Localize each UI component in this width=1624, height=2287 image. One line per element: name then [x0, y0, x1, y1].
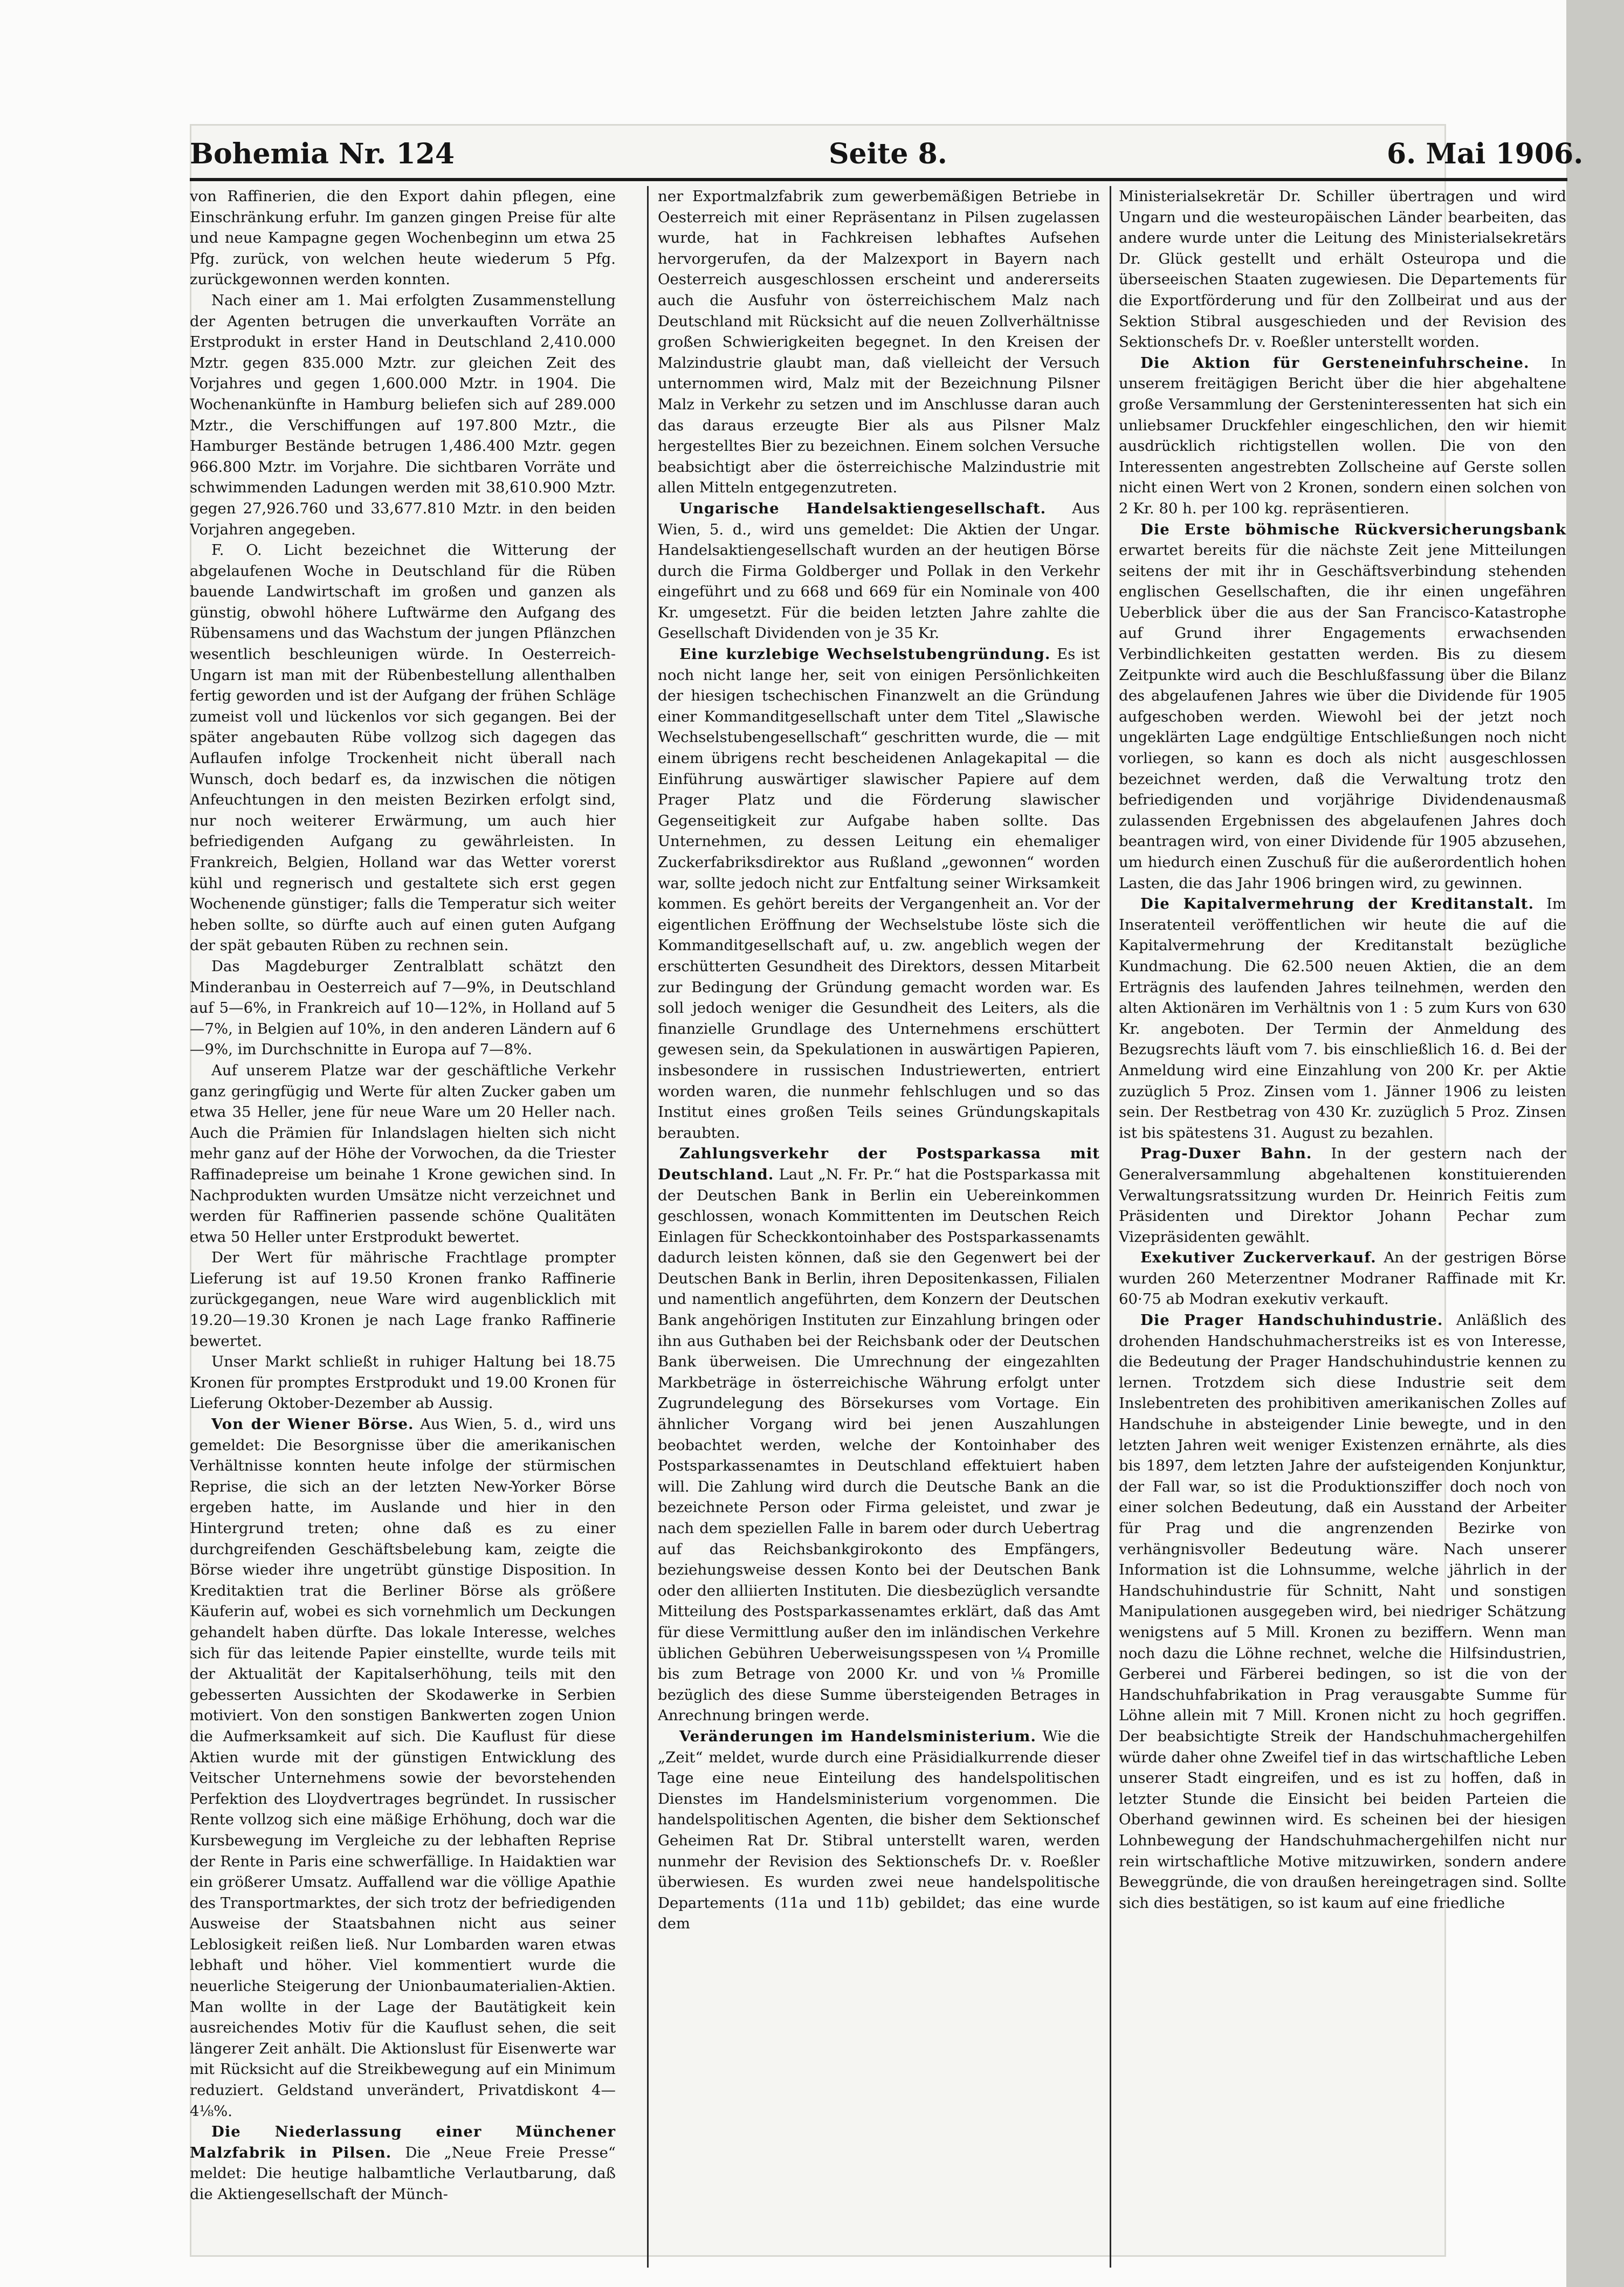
article-body: Aus Wien, 5. d., wird uns gemeldet: Die Aktien der Ungar. Handelsaktiengesellschaft wurden an der heutigen Börse durch die Firma Goldberger und Pollak in den Verkehr eingeführt und zu 668 und 669 für ein Nominale von 400 Kr. umgesetzt. Für die beiden letzten Jahre zahlte die Gesellschaft Dividenden von je 35 Kr. [658, 499, 1100, 642]
article-paragraph [1119, 1310, 1566, 1913]
article-paragraph: F. O. Licht bezeichnet die Witterung der abgelaufenen Woche in Deutschland für die Rüben bauende Landwirtschaft im großen und ganzen als günstig, obwohl höhere Luftwärme den Aufgang des Rübensamens und das Wachstum der jungen Pflänzchen wesentlich beschleunigen würde. In Oesterreich-Ungarn ist man mit der Rübenbestellung allenthalben fertig geworden und ist der Aufgang der frühen Schläge zumeist voll und lückenlos vor sich gegangen. Bei der später angebauten Rübe vollzog sich dagegen das Auflaufen infolge Trockenheit nicht überall nach Wunsch, doch bedarf es, da inzwischen die nötigen Anfeuchtungen in den meisten Bezirken erfolgt sind, nur noch weiterer Erwärmung, um auch hier befriedigenden Aufgang zu gewährleisten. In Frankreich, Belgien, Holland war das Wetter vorerst kühl und regnerisch und gestaltete sich erst gegen Wochenende günstiger; falls die Temperatur sich weiter heben sollte, so dürfte auch auf einen guten Aufgang der spät gebauten Rüben zu rechnen sein. [190, 541, 616, 954]
issue-date: 6. Mai 1906. [1387, 138, 1584, 170]
article-paragraph: Der Wert für mährische Frachtlage prompter Lieferung ist auf 19.50 Kronen franko Raffinerie zurückgegangen, neue Ware wird augenblicklich mit 19.20—19.30 Kronen je nach Lage franko Raffinerie bewertet. [190, 1249, 616, 1350]
article-body: Im Inseratenteil veröffentlichen wir heute die auf die Kapitalvermehrung der Kreditanstalt bezügliche Kundmachung. Die 62.500 neuen Aktien, die an dem Erträgnis des laufenden Jahres teilnehmen, werden den alten Aktionären im Verhältnis von 1 : 5 zum Kurs von 630 Kr. angeboten. Der Termin der Anmeldung des Bezugsrechts läuft vom 7. bis einschließlich 16. d. Bei der Anmeldung wird eine Einzahlung von 200 Kr. per Aktie zuzüglich 5 Proz. Zinsen vom 1. Jänner 1906 zu leisten sein. Der Restbetrag von 430 Kr. zuzüglich 5 Proz. Zinsen ist bis spätestens 31. August zu bezahlen. [1119, 895, 1566, 1142]
article-body: Wie die „Zeit“ meldet, wurde durch eine Präsidialkurrende dieser Tage eine neue Einteilung des handelspolitischen Dienstes im Handelsministerium vorgenommen. Die handelspolitischen Agenten, die bisher dem Sektionschef Geheimen Rat Dr. Stibral unterstellt waren, werden nunmehr der Revision des Sektionschefs Dr. v. Roeßler überwiesen. Es wurden zwei neue handelspolitische Departements (11a und 11b) gebildet; das eine wurde dem [658, 1727, 1100, 1933]
article-heading: Prag-Duxer Bahn. [1140, 1145, 1312, 1163]
article-heading: Eine kurzlebige Wechselstubengründung. [679, 645, 1051, 663]
article-heading: Die Aktion für Gersteneinfuhrscheine. [1140, 354, 1530, 372]
article-paragraph [658, 644, 1100, 1143]
article-body: Die „Neue Freie Presse“ meldet: Die heutige halbamtliche Verlautbarung, daß die Aktiengesellschaft der Münch- [190, 2144, 616, 2203]
article-body: Aus Wien, 5. d., wird uns gemeldet: Die Besorgnisse über die amerikanischen Verhältnisse konnten heute infolge der stürmischen Reprise, die sich an der letzten New-Yorker Börse ergeben hatte, im Auslande und hier in den Hintergrund treten; ohne daß es zu einer durchgreifenden Geschäftsbelebung kam, zeigte die Börse wieder ihre ungetrübt günstige Disposition. In Kreditaktien trat die Berliner Börse als größere Käuferin auf, wobei es sich vornehmlich um Deckungen gehandelt haben dürfte. Das lokale Interesse, welches sich für das leitende Papier einstellte, wurde teils mit der Aktualität der Kapitalserhöhung, teils mit den gebesserten Aussichten der Skodawerke in Serbien motiviert. Von den sonstigen Bankwerten zogen Union die Aufmerksamkeit auf sich. Die Kauflust für diese Aktien wurde mit der günstigen Entwicklung des Veitscher Unternehmens sowie der bevorstehenden Perfektion des Lloydvertrages begründet. In russischer Rente vollzog sich eine mäßige Erhöhung, doch war die Kursbewegung im Vergleiche zu der lebhaften Reprise der Rente in Paris eine schwerfällige. In Haidaktien war ein größerer Umsatz. Auffallend war die völlige Apathie des Transportmarktes, der sich trotz der befriedigenden Ausweise der Staatsbahnen nicht aus seiner Leblosigkeit reißen ließ. Nur Lombarden waren etwas lebhaft und höher. Viel kommentiert wurde die neuerliche Steigerung der Unionbaumaterialien-Aktien. Man wollte in der Lage der Bautätigkeit kein ausreichendes Motiv für die Kauflust sehen, die seit längerer Zeit anhält. Die Aktionslust für Eisenwerte war mit Rücksicht auf die Streikbewegung auf ein Minimum reduziert. Geldstand unverändert, Privatdiskont 4—4⅛%. [190, 1416, 616, 2120]
page-number: Seite 8. [829, 138, 947, 170]
text-column-3 [1119, 186, 1566, 2273]
text-column-2 [658, 186, 1100, 2273]
newspaper-issue: Bohemia Nr. 124 [190, 138, 455, 170]
article-heading: Veränderungen im Handelsministerium. [679, 1727, 1036, 1745]
column-divider [647, 186, 649, 2268]
article-paragraph [1119, 1247, 1566, 1310]
header-rule [190, 178, 1567, 181]
article-heading: Die Niederlassung einer Münchener Malzfabrik in Pilsen. [190, 2123, 616, 2161]
article-heading: Ungarische Handelsaktiengesellschaft. [679, 499, 1047, 517]
page-edge-shadow [1566, 0, 1624, 2287]
text-column-1 [190, 186, 616, 2273]
article-paragraph [190, 1414, 616, 2121]
article-body: Anläßlich des drohenden Handschuhmacherstreiks ist es von Interesse, die Bedeutung der Prager Handschuhindustrie kennen zu lernen. Trotzdem sich diese Industrie seit dem Inslebentreten des prohibitiven amerikanischen Zolles auf Handschuhe in absteigender Linie bewegte, und in den letzten Jahren weit weniger Existenzen ernährte, als dies bis 1897, dem letzten Jahre der aufsteigenden Konjunktur, der Fall war, so ist die Produktionsziffer doch noch von einer solchen Bedeutung, daß ein Ausstand der Arbeiter für Prag und die angrenzenden Bezirke von verhängnisvoller Bedeutung wäre. Nach unserer Information ist die Lohnsumme, welche jährlich in der Handschuhindustrie für Schnitt, Naht und sonstigen Manipulationen ausgegeben wird, bei niedriger Schätzung wenigstens auf 5 Mill. Kronen zu beziffern. Wenn man noch dazu die Löhne rechnet, welche die Hilfsindustrien, Gerberei und Färberei bedingen, so ist die von der Handschuhfabrikation in Prag verausgabte Summe für Löhne allein mit 7 Mill. Kronen nicht zu hoch gegriffen. Der beabsichtigte Streik der Handschuhmachergehilfen würde daher ohne Zweifel tief in das wirtschaftliche Leben unserer Stadt eingreifen, und es ist zu hoffen, daß in letzter Stunde die Einsicht bei beiden Parteien die Oberhand gewinnen wird. Es scheinen bei der hiesigen Lohnbewegung der Handschuhmachergehilfen nicht nur rein wirtschaftliche Motive mitzuwirken, sondern andere Beweggründe, die von draußen hereingetragen sind. Sollte sich dies bestätigen, so ist kaum auf eine friedliche [1119, 1311, 1566, 1912]
article-paragraph: von Raffinerien, die den Export dahin pflegen, eine Einschränkung erfuhr. Im ganzen gingen Preise für alte und neue Kampagne gegen Wochenbeginn um etwa 25 Pfg. zurück, von welchen heute wiederum 5 Pfg. zurückgewonnen werden konnten. [190, 188, 616, 289]
page-header [190, 138, 1584, 175]
article-body: Laut „N. Fr. Pr.“ hat die Postsparkassa mit der Deutschen Bank in Berlin ein Uebereinkommen geschlossen, wonach Kommittenten im Deutschen Reich Einlagen für Scheckkontoinhaber des Postsparkassenamts dadurch leisten können, daß sie den Gegenwert bei der Deutschen Bank in Berlin, ihren Depositenkassen, Filialen und namentlich angeführten, dem Konzern der Deutschen Bank angehörigen Instituten zur Einzahlung bringen oder ihn aus Guthaben bei der Reichsbank oder der Deutschen Bank überweisen. Die Umrechnung der eingezahlten Markbeträge in österreichische Währung erfolgt unter Zugrundelegung des Börsekurses vom Vortage. Ein ähnlicher Vorgang wird bei jenen Auszahlungen beobachtet werden, welche der Kontoinhaber des Postsparkassenamtes in Deutschland effektuiert haben will. Die Zahlung wird durch die Deutsche Bank an die bezeichnete Person oder Firma geleistet, und zwar je nach dem speziellen Falle in barem oder durch Uebertrag auf das Reichsbankgirokonto des Empfängers, beziehungsweise dessen Konto bei der Deutschen Bank oder den alliierten Instituten. Die diesbezüglich versandte Mitteilung des Postsparkassenamtes erklärt, daß das Amt für diese Vermittlung außer den im inländischen Verkehre üblichen Gebühren Ueberweisungsspesen von ¼ Promille bis zum Betrage von 2000 Kr. und von ⅛ Promille bezüglich des diese Summe übersteigenden Betrages in Anrechnung bringen werde. [658, 1165, 1100, 1725]
article-paragraph: Nach einer am 1. Mai erfolgten Zusammenstellung der Agenten betrugen die unverkauften Vorräte an Erstprodukt in erster Hand in Deutschland 2,410.000 Mztr. gegen 835.000 Mztr. zur gleichen Zeit des Vorjahres und gegen 1,600.000 Mztr. in 1904. Die Wochenankünfte in Hamburg beliefen sich auf 289.000 Mztr., die Verschiffungen auf 197.800 Mztr., die Hamburger Bestände betrugen 1,486.400 Mztr. gegen 966.800 Mztr. im Vorjahre. Die sichtbaren Vorräte und schwimmenden Ladungen werden mit 38,610.900 Mztr. gegen 27,926.760 und 33,677.810 Mztr. in den beiden Vorjahren angegeben. [190, 291, 616, 538]
article-body: Es ist noch nicht lange her, seit von einigen Persönlichkeiten der hiesigen tschechischen Finanzwelt an die Gründung einer Kommanditgesellschaft unter dem Titel „Slawische Wechselstubengesellschaft“ geschritten wurde, die — mit einem übrigens recht bescheidenen Anlagekapital — die Einführung auswärtiger slawischer Papiere auf dem Prager Platz und die Förderung slawischer Gegenseitigkeit zur Aufgabe haben sollte. Das Unternehmen, zu dessen Leitung ein ehemaliger Zuckerfabriksdirektor aus Rußland „gewonnen“ worden war, sollte jedoch nicht zur Entfaltung seiner Wirksamkeit kommen. Es gehört bereits der Vergangenheit an. Vor der eigentlichen Eröffnung der Wechselstube löste sich die Kommanditgesellschaft auf, u. zw. angeblich wegen der erschütterten Gesundheit des Direktors, dessen Mitarbeit zur Bedingung der Gründung gemacht worden war. Es soll jedoch weniger die Gesundheit des Leiters, als die finanzielle Grundlage des Unternehmens erschüttert gewesen sein, da Spekulationen in auswärtigen Papieren, insbesondere in russischen Industriewerten, entriert worden waren, die nunmehr fehlschlugen und so das Institut eines großen Teils seines Gründungskapitals beraubten. [658, 645, 1100, 1142]
article-body: erwartet bereits für die nächste Zeit jene Mitteilungen seitens der mit ihr in Geschäftsverbindung stehenden englischen Gesellschaften, die ihr einen ungefähren Ueberblick über die aus der San Francisco-Katastrophe auf Grund ihrer Engagements erwachsenden Verbindlichkeiten gestatten werden. Bis zu diesem Zeitpunkte wird auch die Beschlußfassung über die Bilanz des abgelaufenen Jahres wie über die Dividende für 1905 aufgeschoben werden. Wiewohl bei der jetzt noch ungeklärten Lage endgültige Entschließungen noch nicht vorliegen, so kann es doch als nicht ausgeschlossen bezeichnet werden, daß die Verwaltung trotz den befriedigenden und vorjährige Dividendenausmaß zulassenden Ergebnissen des abgelaufenen Jahres doch beantragen wird, von einer Dividende für 1905 abzusehen, um hiedurch einen Zuschuß für die außerordentlich hohen Lasten, die das Jahr 1906 bringen wird, zu gewinnen. [1119, 541, 1566, 892]
article-body: An der gestrigen Börse wurden 260 Meterzentner Modraner Raffinade mit Kr. 60·75 ab Modran exekutiv verkauft. [1119, 1249, 1566, 1308]
column-divider [1110, 186, 1111, 2268]
article-paragraph: Unser Markt schließt in ruhiger Haltung bei 18.75 Kronen für promptes Erstprodukt und 19.00 Kronen für Lieferung Oktober-Dezember ab Aussig. [190, 1353, 616, 1412]
article-paragraph [658, 1726, 1100, 1934]
article-paragraph [1119, 353, 1566, 519]
article-heading: Von der Wiener Börse. [211, 1416, 414, 1433]
article-heading: Die Erste böhmische Rückversicherungsbank [1140, 520, 1566, 538]
article-paragraph [1119, 519, 1566, 894]
article-paragraph [1119, 1143, 1566, 1247]
article-body: In der gestern nach der Generalversammlung abgehaltenen konstituierenden Verwaltungsratssitzung wurden Dr. Heinrich Feitis zum Präsidenten und Direktor Johann Pechar zum Vizepräsidenten gewählt. [1119, 1145, 1566, 1246]
article-paragraph: Ministerialsekretär Dr. Schiller übertragen und wird Ungarn und die westeuropäischen Länder bearbeiten, das andere wurde unter die Leitung des Ministerialsekretärs Dr. Glück gestellt und erhält Osteuropa und die überseeischen Staaten zugewiesen. Die Departements für die Exportförderung und für den Zollbeirat und aus der Sektion Stibral ausgeschieden und der Revision des Sektionschefs Dr. v. Roeßler unterstellt worden. [1119, 188, 1566, 351]
article-paragraph: ner Exportmalzfabrik zum gewerbemäßigen Betriebe in Oesterreich mit einer Repräsentanz in Pilsen zugelassen wurde, hat in Fachkreisen lebhaftes Aufsehen hervorgerufen, da der Malzexport in Bayern nach Oesterreich ausgeschlossen erscheint und andererseits auch die Ausfuhr von österreichischem Malz nach Deutschland mit Rücksicht auf die neuen Zollverhältnisse großen Schwierigkeiten begegnet. In den Kreisen der Malzindustrie glaubt man, daß vielleicht der Versuch unternommen wird, Malz mit der Bezeichnung Pilsner Malz in Verkehr zu setzen und im Anschlusse daran auch das daraus erzeugte Bier als aus Pilsner Malz hergestelltes Bier zu bezeichnen. Einem solchen Versuche beabsichtigt aber die österreichische Malzindustrie mit allen Mitteln entgegenzutreten. [658, 188, 1100, 497]
article-paragraph [658, 498, 1100, 644]
article-paragraph [1119, 894, 1566, 1143]
article-heading: Exekutiver Zuckerverkauf. [1140, 1249, 1377, 1267]
article-paragraph [190, 2121, 616, 2204]
article-paragraph: Das Magdeburger Zentralblatt schätzt den Minderanbau in Oesterreich auf 7—9%, in Deutschland auf 5—6%, in Frankreich auf 10—12%, in Holland auf 5—7%, in Belgien auf 10%, in den anderen Ländern auf 6—9%, im Durchschnitte in Europa auf 7—8%. [190, 957, 616, 1059]
article-heading: Die Kapitalvermehrung der Kreditanstalt. [1140, 895, 1534, 913]
article-heading: Zahlungsverkehr der Postsparkassa mit Deutschland. [658, 1145, 1100, 1183]
article-heading: Die Prager Handschuhindustrie. [1140, 1311, 1443, 1329]
article-paragraph [658, 1143, 1100, 1726]
article-body: In unserem freitägigen Bericht über die hier abgehaltene große Versammlung der Gersteninteressenten hat sich ein unliebsamer Druckfehler eingeschlichen, den wir hiemit ausdrücklich richtigstellen wollen. Die von den Interessenten angestrebten Zollscheine auf Gerste sollen nicht einen Wert von 2 Kronen, sondern einen solchen von 2 Kr. 80 h. per 100 kg. repräsentieren. [1119, 354, 1566, 517]
article-paragraph: Auf unserem Platze war der geschäftliche Verkehr ganz geringfügig und Werte für alten Zucker gaben um etwa 35 Heller, jene für neue Ware um 20 Heller nach. Auch die Prämien für Inlandslagen hielten sich nicht mehr ganz auf der Höhe der Vorwochen, da die Triester Raffinadepreise um beinahe 1 Krone gewichen sind. In Nachprodukten wurden Umsätze nicht verzeichnet und werden für Raffinerien passende schöne Qualitäten etwa 50 Heller unter Erstprodukt bewertet. [190, 1061, 616, 1246]
